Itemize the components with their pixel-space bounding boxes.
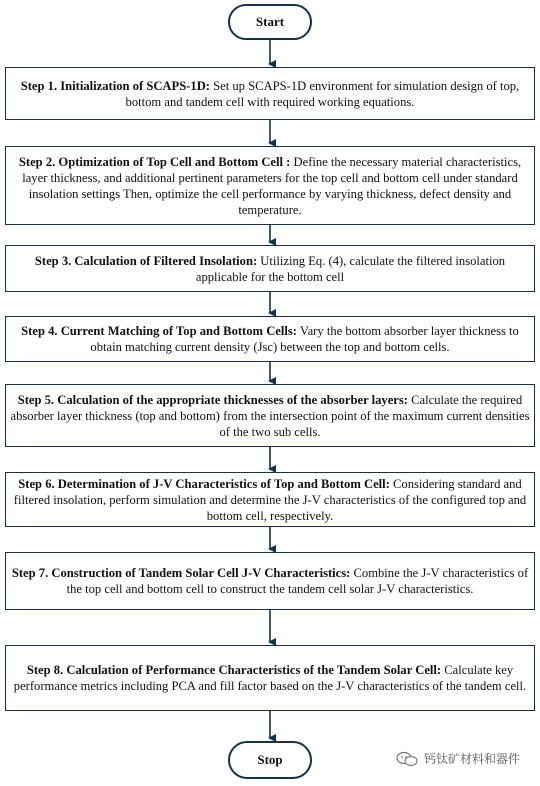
step-7-box — [5, 552, 535, 610]
start-terminal — [228, 4, 312, 40]
step-3-box — [5, 245, 535, 292]
watermark — [396, 750, 520, 767]
step-8-text: Calculate key performance metrics including PCA and fill factor based on the J-V characteristics of the tandem cell. — [13, 663, 527, 693]
step-5-title: Step 5. Calculation of the appropriate thicknesses of the absorber layers: — [17, 392, 408, 407]
wechat-icon — [396, 751, 418, 767]
step-2-title: Step 2. Optimization of Top Cell and Bottom Cell : — [18, 154, 291, 169]
step-5-text: Calculate the required absorber layer thickness (top and bottom) from the intersection point of the maximum current densities of the two sub cells. — [10, 392, 530, 439]
step-7-text: Combine the J-V characteristics of the top cell and bottom cell to construct the tandem cell solar J-V characteristics. — [66, 566, 529, 596]
step-1-text: Set up SCAPS-1D environment for simulation design of top, bottom and tandem cell with required working equations. — [125, 78, 520, 109]
step-4-title: Step 4. Current Matching of Top and Bottom Cells: — [21, 324, 297, 338]
stop-terminal — [228, 741, 312, 779]
step-2-text: Define the necessary material characteristics, layer thickness, and additional pertinent parameters for the top cell and bottom cell under standard insolation settings Then, optimize the cell performance by varying thickness, defect density and temperature. — [22, 154, 522, 217]
step-2-box — [5, 146, 535, 225]
step-1-title: Step 1. Initialization of SCAPS-1D: — [20, 78, 210, 93]
step-4-box — [5, 316, 535, 362]
step-1-box — [5, 67, 535, 120]
step-3-text: Utilizing Eq. (4), calculate the filtered insolation applicable for the bottom cell — [195, 253, 506, 284]
step-7-title: Step 7. Construction of Tandem Solar Cell J-V Characteristics: — [11, 566, 351, 580]
step-8-box — [5, 645, 535, 711]
step-6-text: Considering standard and filtered insolation, perform simulation and determine the J-V characteristics of the configured top and bottom cell, respectively. — [13, 476, 527, 523]
step-6-title: Step 6. Determination of J-V Characteristics of Top and Bottom Cell: — [18, 476, 390, 491]
step-5-box — [5, 384, 535, 447]
watermark-text: 钙钛矿材料和器件 — [424, 752, 521, 766]
step-3-title: Step 3. Calculation of Filtered Insolation: — [34, 253, 258, 268]
step-8-title: Step 8. Calculation of Performance Characteristics of the Tandem Solar Cell: — [26, 663, 442, 677]
stop-label: Stop — [257, 752, 283, 767]
step-4-text: Vary the bottom absorber layer thickness to obtain matching current density (Jsc) between the top and bottom cells. — [90, 324, 519, 354]
start-label: Start — [255, 14, 285, 29]
step-6-box — [5, 472, 535, 527]
